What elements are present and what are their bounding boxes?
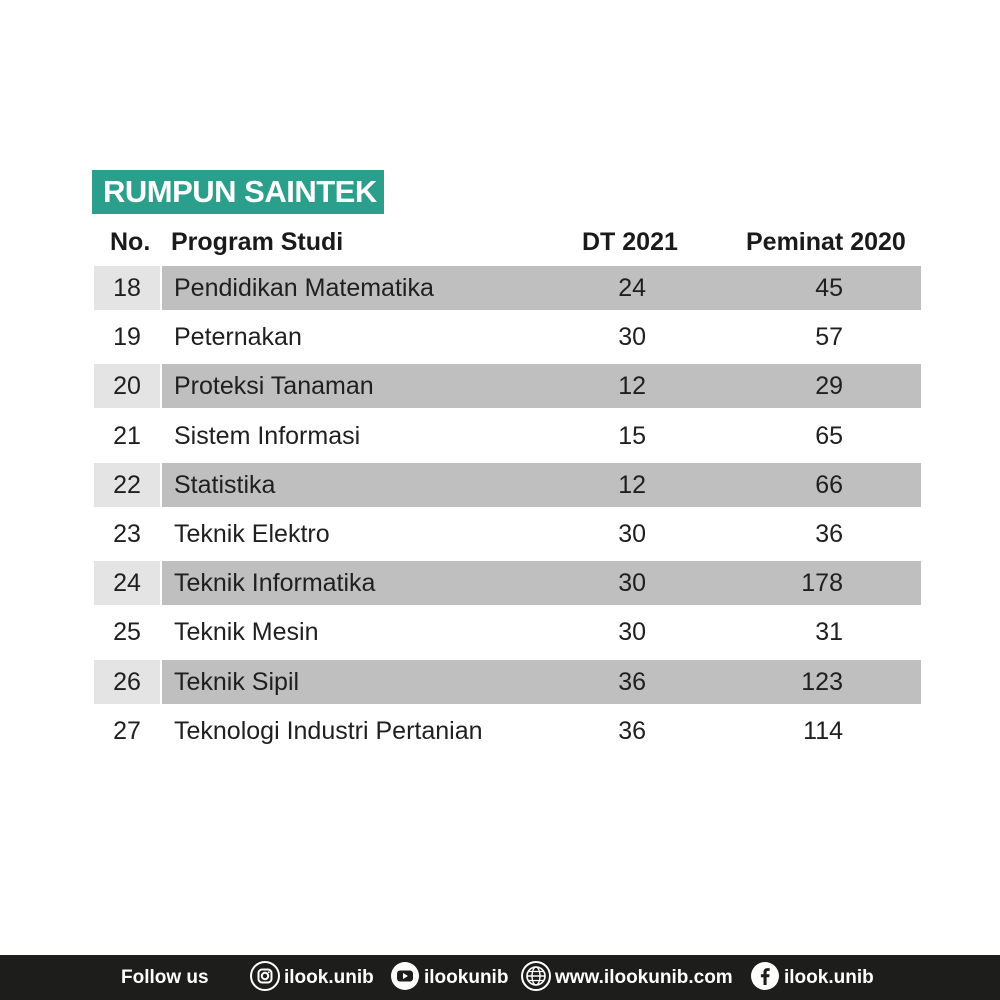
cell-peminat: 36	[815, 520, 843, 548]
column-header-program: Program Studi	[171, 228, 344, 256]
instagram-handle: ilook.unib	[284, 967, 374, 988]
cell-dt: 12	[618, 471, 646, 499]
youtube-link[interactable]	[390, 955, 508, 1000]
cell-dt: 15	[618, 422, 646, 450]
cell-peminat: 45	[815, 274, 843, 302]
table-row	[0, 709, 1000, 753]
cell-dt: 30	[618, 520, 646, 548]
cell-program: Proteksi Tanaman	[174, 372, 374, 400]
facebook-link[interactable]	[750, 955, 874, 1000]
cell-peminat: 65	[815, 422, 843, 450]
table-row	[0, 414, 1000, 458]
column-header-dt: DT 2021	[582, 228, 678, 256]
follow-label: Follow us	[121, 967, 209, 988]
cell-peminat: 114	[803, 717, 843, 745]
cell-no: 23	[113, 520, 141, 548]
cell-dt: 24	[618, 274, 646, 302]
table-row	[0, 610, 1000, 654]
website-link[interactable]	[521, 955, 733, 1000]
cell-program: Teknik Sipil	[174, 668, 300, 696]
cell-program: Sistem Informasi	[174, 422, 361, 450]
cell-peminat: 57	[815, 323, 843, 351]
cell-peminat: 29	[815, 372, 843, 400]
cell-program: Pendidikan Matematika	[174, 274, 434, 302]
cell-no: 21	[113, 422, 141, 450]
cell-dt: 12	[618, 372, 646, 400]
footer-bar	[0, 955, 1000, 1000]
cell-dt: 36	[618, 668, 646, 696]
cell-no: 19	[113, 323, 141, 351]
cell-no: 24	[113, 569, 141, 597]
cell-program: Teknik Informatika	[174, 569, 376, 597]
section-title: RUMPUN SAINTEK	[92, 170, 384, 214]
cell-no: 26	[113, 668, 141, 696]
column-header-no: No.	[110, 228, 151, 256]
column-header-peminat: Peminat 2020	[746, 228, 906, 256]
cell-program: Teknologi Industri Pertanian	[174, 717, 483, 745]
instagram-icon	[250, 961, 280, 991]
table-row	[0, 512, 1000, 556]
cell-dt: 30	[618, 618, 646, 646]
cell-no: 25	[113, 618, 141, 646]
table-row	[0, 660, 1000, 704]
table-row	[0, 315, 1000, 359]
cell-peminat: 66	[815, 471, 843, 499]
cell-program: Statistika	[174, 471, 276, 499]
cell-dt: 36	[618, 717, 646, 745]
cell-program: Peternakan	[174, 323, 302, 351]
cell-peminat: 178	[801, 569, 843, 597]
cell-no: 20	[113, 372, 141, 400]
table-row	[0, 266, 1000, 310]
cell-program: Teknik Mesin	[174, 618, 319, 646]
table-row	[0, 561, 1000, 605]
cell-peminat: 31	[815, 618, 843, 646]
instagram-link[interactable]	[250, 955, 374, 1000]
facebook-icon	[750, 961, 780, 991]
cell-program: Teknik Elektro	[174, 520, 330, 548]
table-row	[0, 463, 1000, 507]
globe-icon	[521, 961, 551, 991]
cell-no: 27	[113, 717, 141, 745]
website-url: www.ilookunib.com	[555, 967, 733, 988]
cell-dt: 30	[618, 323, 646, 351]
table-row	[0, 364, 1000, 408]
cell-no: 18	[113, 274, 141, 302]
youtube-handle: ilookunib	[424, 967, 509, 988]
cell-dt: 30	[618, 569, 646, 597]
cell-no: 22	[113, 471, 141, 499]
table-header	[0, 222, 1000, 262]
facebook-handle: ilook.unib	[784, 967, 874, 988]
youtube-icon	[390, 961, 420, 991]
cell-peminat: 123	[801, 668, 843, 696]
